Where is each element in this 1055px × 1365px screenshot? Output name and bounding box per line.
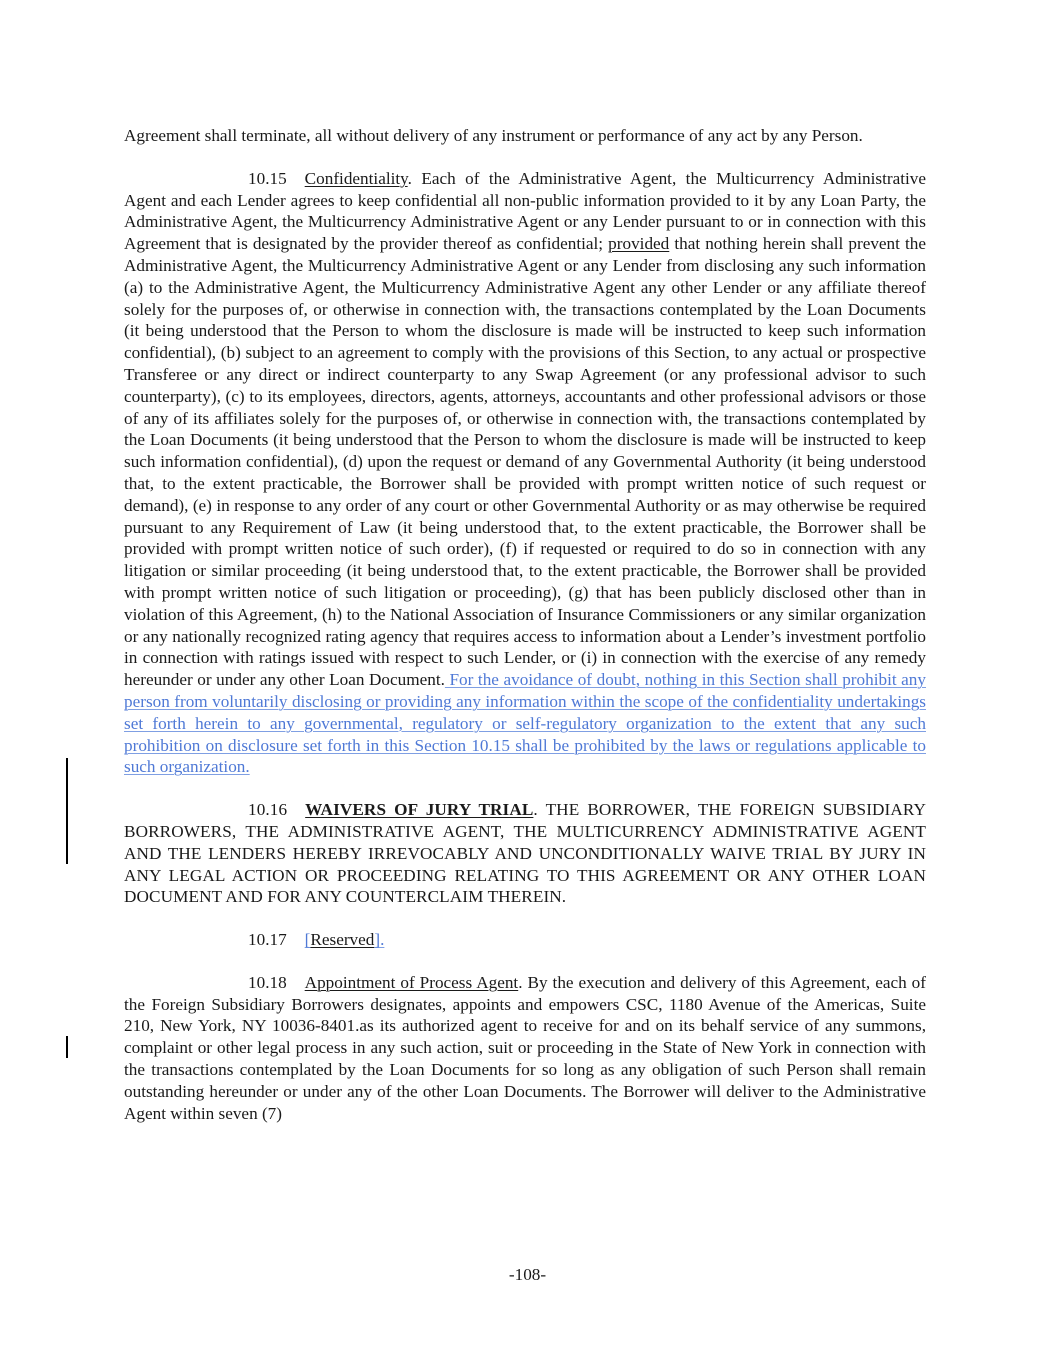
section-number: 10.17 — [248, 930, 287, 950]
section-10-16 — [124, 799, 926, 908]
section-10-17 — [124, 929, 926, 951]
section-10-18 — [124, 972, 926, 1125]
section-heading: Reserved — [310, 930, 375, 950]
section-lead: . Each of the Administrative Agent, the Multicurrency Administrative Agent and each Lender agrees to keep confidential all non-public information provided to it by any Loan Party, the Administrative Agent, the Multicurrency Administrative Agent or any Lender pursuant to or in connection with this Agreement that is designated by the provider thereof as confidential; — [124, 168, 926, 254]
intro-paragraph: Agreement shall terminate, all without delivery of any instrument or performance of any act by any Person. — [124, 126, 863, 145]
page-number: -108- — [508, 1265, 547, 1284]
tracked-close-bracket: ]. — [374, 930, 385, 950]
section-number: 10.18 — [248, 972, 287, 992]
section-heading: WAIVERS OF JURY TRIAL — [305, 800, 534, 820]
section-10-15 — [124, 168, 926, 778]
change-bar-2 — [66, 1036, 68, 1058]
section-body: . By the execution and delivery of this Agreement, each of the Foreign Subsidiary Borrowers designates, appoints and empowers CSC, 1180 Avenue of the Americas, Suite 210, New York, NY 10036-8401.as its authorized agent to receive for and on its behalf service of any summons, complaint or other legal process in any such action, suit or proceeding in the State of New York in connection with the transactions contemplated by the Loan Documents for so long as any obligation of such Person shall remain outstanding hereunder or under any of the other Loan Documents. The Borrower will deliver to the Administrative Agent within seven (7) — [124, 972, 926, 1123]
section-heading: Confidentiality — [304, 168, 408, 188]
section-number: 10.16 — [248, 800, 288, 820]
section-body: that nothing herein shall prevent the Administrative Agent, the Multicurrency Administrative Agent or any Lender from disclosing any such information (a) to the Administrative Agent, the Multicurrency Administrative Agent any other Lender or any affiliate thereof solely for the purposes of, or otherwise in connection with, the transactions contemplated by the Loan Documents (it being understood that the Person to whom the disclosure is made will be instructed to keep such information confidential), (b) subject to an agreement to comply with the provisions of this Section, to any actual or prospective Transferee or any direct or indirect counterparty to any Swap Agreement (or any professional advisor to such counterparty), (c) to its employees, directors, agents, attorneys, accountants and other professional advisors or those of any of its affiliates solely for the purposes of, or otherwise in connection with, the transactions contemplated by the Loan Documents (it being understood that the Person to whom the disclosure is made will be instructed to keep such information confidential), (d) upon the request or demand of any Governmental Authority (it being understood that, to the extent practicable, the Borrower shall be provided with prompt written notice of such request or demand), (e) in response to any order of any court or other Governmental Authority or as may otherwise be required pursuant to any Requirement of Law (it being understood that, to the extent practicable, the Borrower shall be provided with prompt written notice of such order), (f) if requested or required to do so in connection with any litigation or similar proceeding (it being understood that, to the extent practicable, the Borrower shall be provided with prompt written notice of such litigation or proceeding), (g) that has been publicly disclosed other than in violation of this Agreement, (h) to the National Association of Insurance Commissioners or any similar organization or any nationally recognized rating agency that requires access to information about a Lender’s investment portfolio in connection with ratings issued with respect to such Lender, or (i) in connection with the exercise of any remedy hereunder or under any other Loan Document. — [124, 234, 926, 690]
change-bar-1 — [66, 758, 68, 864]
document-page — [124, 125, 926, 1124]
section-heading: Appointment of Process Agent — [304, 972, 519, 992]
tracked-open-bracket: [ — [304, 930, 311, 950]
section-number: 10.15 — [248, 168, 287, 188]
tracked-insertion: For the avoidance of doubt, nothing in this Section shall prohibit any person from voluntarily disclosing or providing any information within the scope of the confidentiality undertakings set forth herein to any governmental, regulatory or self-regulatory organization to the extent that any such prohibition on disclosure set forth in this Section 10.15 shall be prohibited by the laws or regulations applicable to such organization. — [124, 670, 926, 777]
section-body: . THE BORROWER, THE FOREIGN SUBSIDIARY BORROWERS, THE ADMINISTRATIVE AGENT, THE MULTICURRENCY ADMINISTRATIVE AGENT AND THE LENDERS HEREBY IRREVOCABLY AND UNCONDITIONALLY WAIVE TRIAL BY JURY IN ANY LEGAL ACTION OR PROCEEDING RELATING TO THIS AGREEMENT OR ANY OTHER LOAN DOCUMENT AND FOR ANY COUNTERCLAIM THEREIN. — [124, 800, 926, 907]
provided-term: provided — [608, 234, 670, 254]
